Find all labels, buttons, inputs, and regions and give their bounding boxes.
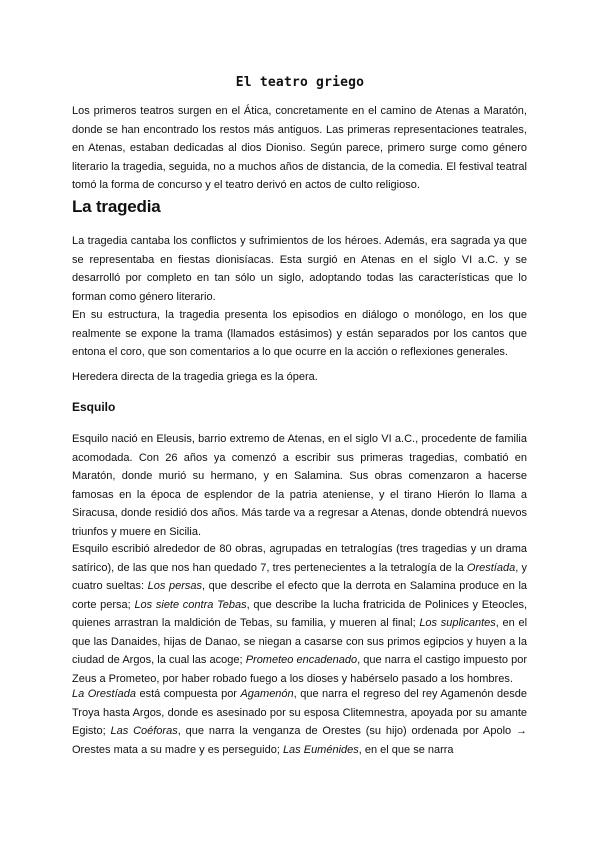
section-heading-esquilo: Esquilo: [72, 400, 116, 414]
section-heading-tragedia: La tragedia: [72, 197, 161, 216]
text-run: , en el que se narra: [358, 743, 454, 756]
esquilo-paragraph-3: [72, 685, 527, 759]
work-title: La Orestíada: [72, 688, 137, 700]
text-run: , en el que las Danaides, hijas de Danao, se niegan a casarse con sus primos egipcios y huyen a la ciudad de Argos, la cual las acoge;: [72, 617, 528, 666]
work-title: Los persas: [147, 580, 203, 592]
tragedia-paragraph-3: Heredera directa de la tragedia griega es la ópera.: [72, 371, 318, 383]
text-run: , que narra el regreso del rey Agamenón desde Troya hasta Argos, donde es asesinado por su esposa Clitemnestra, apoyada por su amante Egisto;: [72, 688, 527, 737]
text-run: está compuesta por: [136, 688, 241, 700]
work-title: Las Euménides: [282, 743, 359, 756]
tragedia-paragraph-1: La tragedia cantaba los conflictos y sufrimientos de los héroes. Además, era sagrada ya que se representaba en fiestas dionisíacas. Esta surgió en Atenas en el siglo VI a.C. y se desarrolló por completo en tan sólo un siglo, adoptando todas las características que lo forman como género literario.: [72, 235, 527, 303]
text-run: , que narra la venganza de Orestes (su hijo) ordenada por Apolo → Orestes mata a su madre y es perseguido;: [72, 725, 527, 756]
tragedia-paragraph-2: En su estructura, la tragedia presenta los episodios en diálogo o monólogo, en los que realmente se expone la trama (llamados estásimos) y están separados por los cantos que entona el coro, que son comentarios a lo que ocurre en la acción o reflexiones generales.: [72, 309, 527, 358]
text-run: , que narra el castigo impuesto por Zeus a Prometeo, por haber robado fuego a los dioses y habérselo pasado a los hombres.: [72, 654, 528, 685]
intro-paragraph: Los primeros teatros surgen en el Ática, concretamente en el camino de Atenas a Maratón, donde se han encontrado los restos más antiguos. Las primeras representaciones teatrales, en Atenas, estaban dedicadas al dios Dioniso. Según parece, primero surge como género literario la tragedia, seguida, no a muchos años de distancia, de la comedia. El festival teatral tomó la forma de concurso y el teatro derivó en actos de culto religioso.: [72, 105, 527, 191]
work-title: Prometeo encadenado: [245, 654, 358, 666]
work-title: Orestíada: [466, 561, 516, 574]
text-run: , que describe el efecto que la derrota en Salamina produce en la corte persa;: [72, 580, 528, 611]
document-title: El teatro griego: [235, 75, 365, 90]
text-run: , que describe la lucha fratricida de Polinices y Eteocles, quienes arrastran la maldición de Tebas, su familia, y mueren al final;: [72, 598, 527, 629]
text-run: Esquilo escribió alrededor de 80 obras, agrupadas en tetralogías (tres tragedias y un drama satírico), de las que nos han quedado 7, tres pertenecientes a la tetralogía de la: [72, 543, 527, 574]
text-run: , y cuatro sueltas:: [72, 561, 527, 592]
work-title: Los suplicantes: [419, 617, 496, 629]
esquilo-paragraph-2: [72, 540, 527, 688]
esquilo-paragraph-1: Esquilo nació en Eleusis, barrio extremo de Atenas, en el siglo VI a.C., procedente de familia acomodada. Con 26 años ya comenzó a escribir sus primeras tragedias, combatió en Maratón, donde murió su hermano, y en Salamina. Sus obras comenzaron a hacerse famosas en la época de esplendor de la patria ateniense, y el tirano Hierón lo llama a Siracusa, donde residió dos años. Más tarde va a regresar a Atenas, donde obtendrá nuevos triunfos y muere en Sicilia.: [72, 433, 527, 538]
work-title: Agamenón: [240, 688, 294, 700]
work-title: Las Coéforas: [110, 725, 178, 737]
work-title: Los siete contra Tebas: [134, 598, 247, 611]
